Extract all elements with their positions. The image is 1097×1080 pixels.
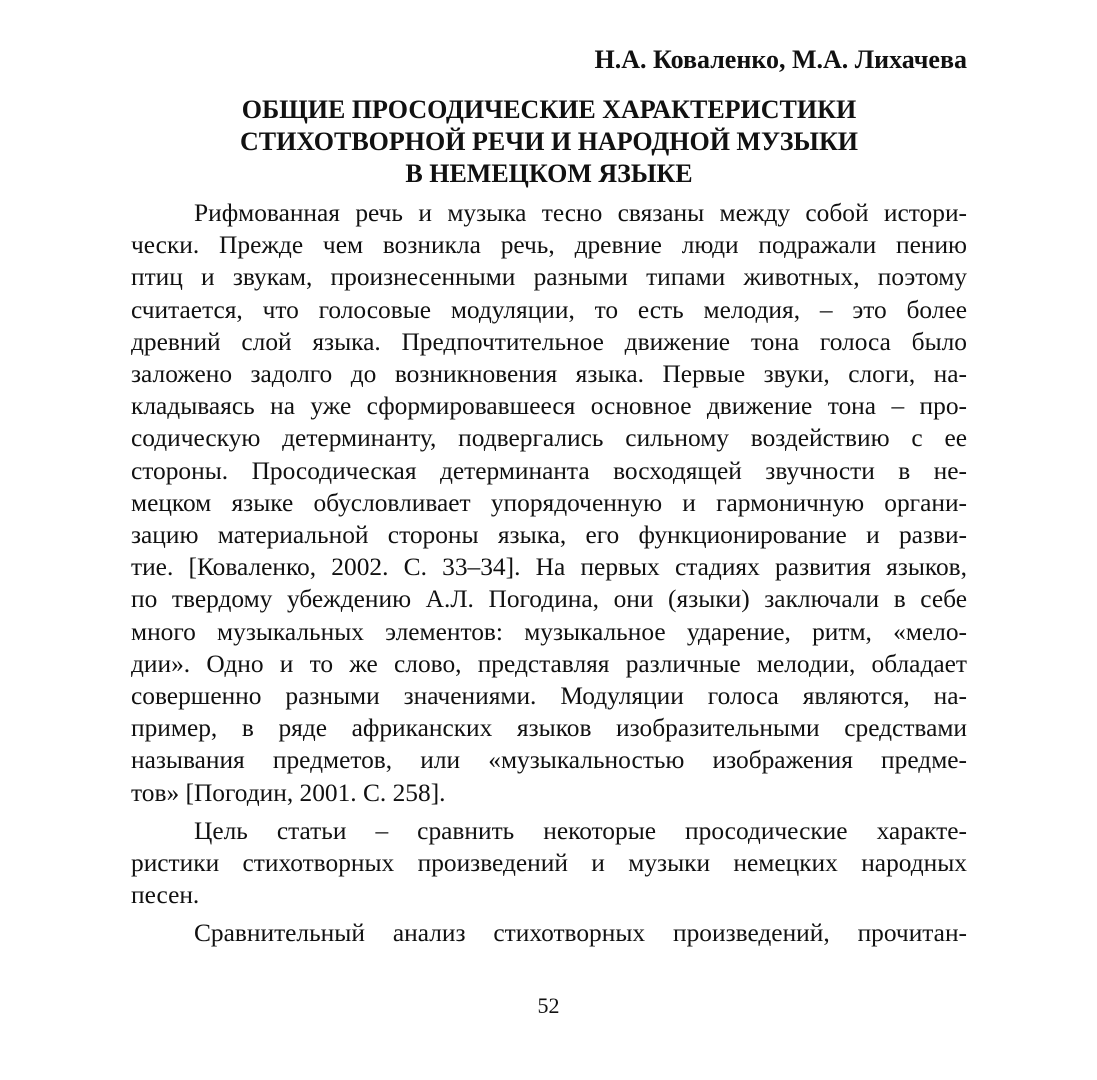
authors: Н.А. Коваленко, М.А. Лихачева [594, 45, 967, 74]
text-line: много музыкальных элементов: музыкальное ударение, ритм, «мело- [131, 617, 967, 646]
text-line: дии». Одно и то же слово, представляя различные мелодии, обладает [131, 649, 967, 678]
text-line: тов» [Погодин, 2001. С. 258]. [131, 778, 446, 807]
text-line: по твердому убеждению А.Л. Погодина, они (языки) заключали в себе [131, 585, 967, 614]
text-line: Рифмованная речь и музыка тесно связаны между собой истори- [194, 199, 967, 227]
title-line: В НЕМЕЦКОМ ЯЗЫКЕ [405, 159, 693, 188]
page-number: 52 [537, 993, 560, 1018]
text-line: считается, что голосовые модуляции, то есть мелодия, – это более [131, 295, 967, 324]
text-line: совершенно разными значениями. Модуляции голоса являются, на- [131, 682, 967, 711]
text-line: мецком языке обусловливает упорядоченную и гармоничную органи- [131, 488, 967, 517]
text-line: заложено задолго до возникновения языка. Первые звуки, слоги, на- [131, 360, 967, 389]
text-line: ристики стихотворных произведений и музыки немецких народных [131, 849, 967, 878]
page-content [131, 40, 967, 950]
text-line: песен. [131, 881, 200, 910]
text-line: содическую детерминанту, подвергались сильному воздействию с ее [131, 424, 967, 453]
text-line: зацию материальной стороны языка, его функционирование и разви- [131, 521, 967, 550]
text-line: кладываясь на уже сформировавшееся основное движение тона – про- [131, 392, 967, 421]
text-line: чески. Прежде чем возникла речь, древние люди подражали пению [131, 231, 967, 260]
title-line: СТИХОТВОРНОЙ РЕЧИ И НАРОДНОЙ МУЗЫКИ [239, 127, 859, 156]
text-line: древний слой языка. Предпочтительное движение тона голоса было [131, 327, 967, 356]
text-line: тие. [Коваленко, 2002. С. 33–34]. На первых стадиях развития языков, [131, 553, 967, 582]
text-line: Сравнительный анализ стихотворных произведений, прочитан- [194, 919, 967, 948]
article-body [131, 197, 967, 950]
text-line: птиц и звукам, произнесенными разными типами животных, поэтому [131, 263, 967, 292]
title-line: ОБЩИЕ ПРОСОДИЧЕСКИЕ ХАРАКТЕРИСТИКИ [241, 95, 857, 124]
text-line: стороны. Просодическая детерминанта восходящей звучности в не- [131, 456, 967, 485]
text-line: Цель статьи – сравнить некоторые просодические характе- [194, 816, 967, 845]
article-title [131, 94, 967, 190]
text-line: пример, в ряде африканских языков изобразительными средствами [131, 714, 967, 743]
text-line: называния предметов, или «музыкальностью изображения предме- [131, 746, 967, 775]
